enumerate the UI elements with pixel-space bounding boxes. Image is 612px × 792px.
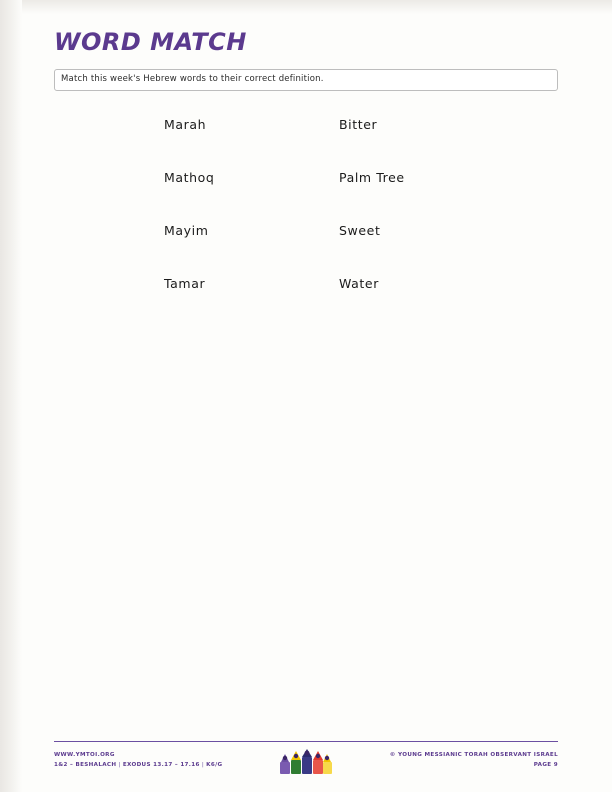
footer-left-block [54,750,284,770]
word-match-area [54,110,558,330]
footer-parashah: 1&2 – BESHALACH [54,762,117,768]
footer-right-block [318,750,558,770]
list-item[interactable]: Water [339,276,379,291]
list-item[interactable]: Marah [164,117,207,132]
page-top-edge-shading [0,0,612,14]
footer-website[interactable]: WWW.YMTOI.ORG [54,752,115,758]
list-item[interactable]: Mayim [164,223,209,238]
footer-divider [54,741,558,742]
footer-page-number: PAGE 9 [533,762,558,768]
list-item[interactable]: Bitter [339,117,378,132]
list-item[interactable]: Tamar [164,276,206,291]
list-item[interactable]: Mathoq [164,170,215,185]
footer-separator-2: | [201,762,205,768]
page-left-edge-shading [0,0,22,792]
definitions-column [339,110,539,322]
footer-copyright: © YOUNG MESSIANIC TORAH OBSERVANT ISRAEL [389,752,558,758]
page-title: WORD MATCH [54,28,247,56]
footer-separator-1: | [118,762,121,768]
instructions-text: Match this week's Hebrew words to their correct definition. [61,74,324,84]
footer-reference: EXODUS 13.17 – 17.16 [122,762,200,768]
list-item[interactable]: Palm Tree [339,170,405,185]
footer-grade: K6/G [206,762,223,768]
footer-meta [54,760,284,770]
instructions-box [54,69,558,91]
hebrew-words-column [164,110,324,322]
list-item[interactable]: Sweet [339,223,381,238]
